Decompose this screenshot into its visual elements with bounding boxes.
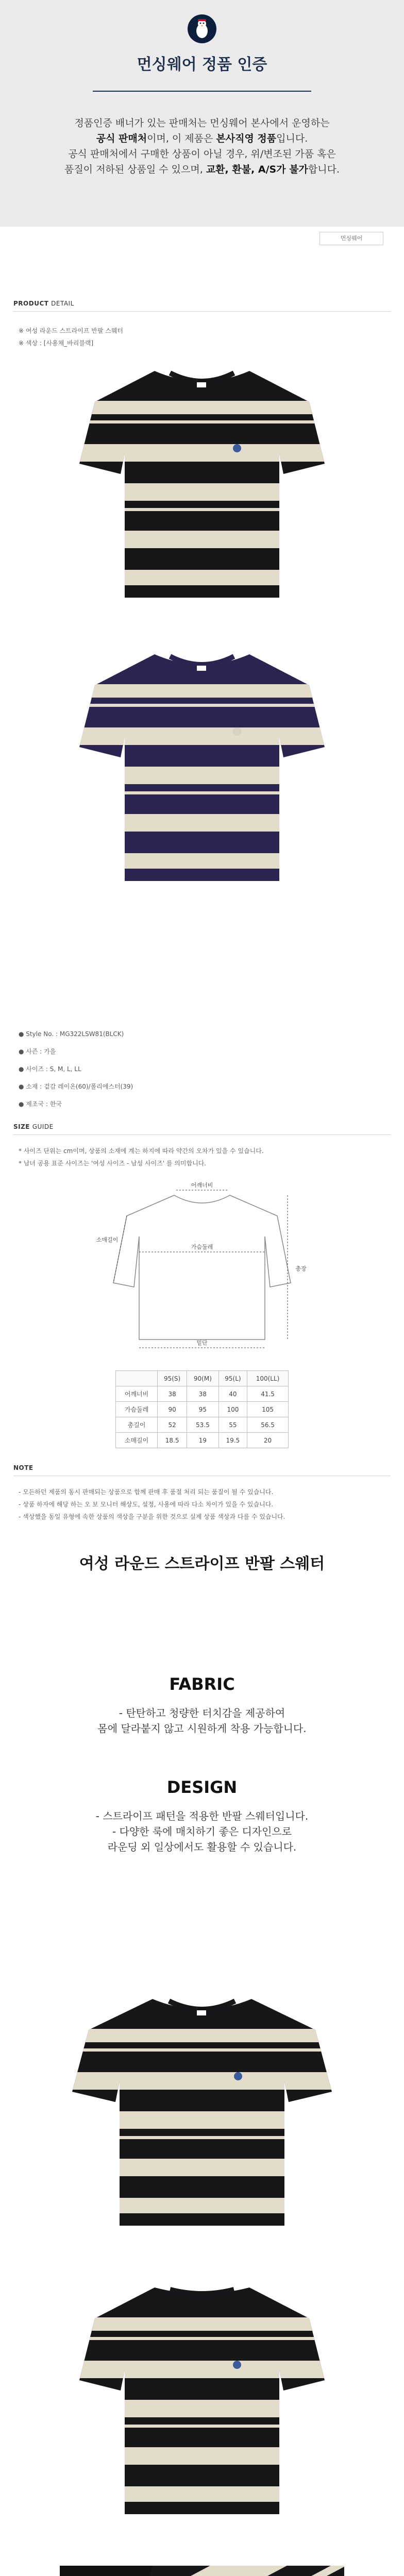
diagram-label-hem: 밑단 (196, 1340, 208, 1346)
product-image-purple (67, 644, 337, 886)
banner-title: 먼싱웨어 정품 인증 (137, 56, 267, 74)
size-col-header: 95(S) (158, 1371, 187, 1386)
size-col-header: 100(LL) (247, 1371, 289, 1386)
table-row: 가슴둘레 90 95 100 105 (116, 1402, 289, 1417)
note-item-1: - 모든하던 제품의 동시 판매되는 상품으로 합께 판매 후 품절 처리 되는 품질이 될 수 있습니다. (19, 1488, 274, 1496)
product-meta: ※ 여성 라운드 스트라이프 반팔 스웨터 ※ 색상 : [사용채_바리블랙] (19, 327, 124, 347)
banner-divider (93, 91, 311, 92)
spec-sizes: ● 사이즈 : S, M, L, LL (19, 1065, 81, 1073)
section-divider (13, 1134, 391, 1135)
note-list (19, 1486, 285, 1523)
banner-text (31, 115, 373, 177)
banner-line-2: 공식 판매처이며, 이 제품은 본사직영 정품입니다. (96, 133, 308, 144)
size-guide-heading: SIZE GUIDE (13, 1123, 54, 1130)
size-col-header: 95(L) (218, 1371, 247, 1386)
official-store-tag: 먼싱웨어 (319, 232, 383, 245)
product-image-black (67, 361, 337, 603)
spec-material: ● 소재 : 겉감 레이온(60)/폴리에스터(39) (19, 1083, 133, 1090)
authenticity-banner (0, 0, 404, 227)
design-text: - 스트라이프 패턴을 적용한 반팔 스웨터입니다. - 다양한 룩에 매치하기 좋은 디자인으로 라운딩 외 일상에서도 활용할 수 있습니다. (95, 1810, 309, 1853)
spec-style-no: ● Style No. : MG322LSW81(BLCK) (19, 1030, 124, 1038)
intro-title: 여성 라운드 스트라이프 반팔 스웨터 (79, 1555, 325, 1573)
note-item-3: - 색상했을 동일 유형에 속한 상품의 색상을 구분을 위한 것으로 실제 상품 색상과 다를 수 있습니다. (19, 1513, 285, 1520)
fabric-closeup-image (60, 2566, 344, 2576)
size-table (115, 1370, 289, 1448)
note-heading: NOTE (13, 1464, 33, 1471)
banner-line-3: 공식 판매처에서 구매한 상품이 아닐 경우, 위/변조된 가품 혹은 (68, 148, 336, 160)
diagram-label-chest: 가슴둘레 (191, 1244, 213, 1250)
fabric-text: - 탄탄하고 청량한 터치감을 제공하여 몸에 달라붙지 않고 시원하게 착용 가능합니다. (97, 1707, 307, 1735)
banner-line-4: 품질이 저하된 상품일 수 있으며, 교환, 환불, A/S가 불가합니다. (64, 164, 340, 175)
fabric-title: FABRIC (169, 1674, 235, 1694)
size-guide-notes: * 사이즈 단위는 cm이며, 상품의 소재에 계는 하지에 따라 약간의 오차가 있을 수 있습니다. * 남녀 공용 표준 사이즈는 '여성 사이즈 - 남성 사이즈' 를 의미합니다. (19, 1147, 264, 1167)
table-row: 총길이 52 53.5 55 56.5 (116, 1417, 289, 1433)
size-col-header (116, 1371, 158, 1386)
size-diagram (87, 1180, 317, 1353)
note-item-2: - 상품 하자에 해당 하는 오 보 모니터 해상도, 설정, 사용에 따라 다소 차이가 있을 수 있습니다. (19, 1501, 274, 1508)
banner-line-1: 정품인증 배너가 있는 판매처는 먼싱웨어 본사에서 운영하는 (74, 117, 330, 129)
table-row: 소매길이 18.5 19 19.5 20 (116, 1433, 289, 1448)
diagram-label-sleeve: 소매길이 (96, 1236, 119, 1243)
spec-fit: ● 사즌 : 가을 (19, 1048, 56, 1055)
product-image-black-large (60, 1989, 344, 2231)
product-image-black-back (67, 2277, 337, 2519)
diagram-label-total: 총장 (295, 1265, 307, 1272)
product-detail-heading: PRODUCT DETAIL (13, 300, 74, 307)
design-title: DESIGN (166, 1777, 238, 1797)
size-table-header (116, 1371, 289, 1386)
penguin-logo-icon (188, 14, 216, 43)
spec-origin: ● 제조국 : 한국 (19, 1100, 62, 1108)
size-col-header: 90(M) (187, 1371, 219, 1386)
product-spec-list (19, 1025, 133, 1113)
diagram-label-shoulder: 어깨너비 (191, 1182, 213, 1189)
table-row: 어깨너비 38 38 40 41.5 (116, 1386, 289, 1402)
section-divider (13, 311, 391, 312)
